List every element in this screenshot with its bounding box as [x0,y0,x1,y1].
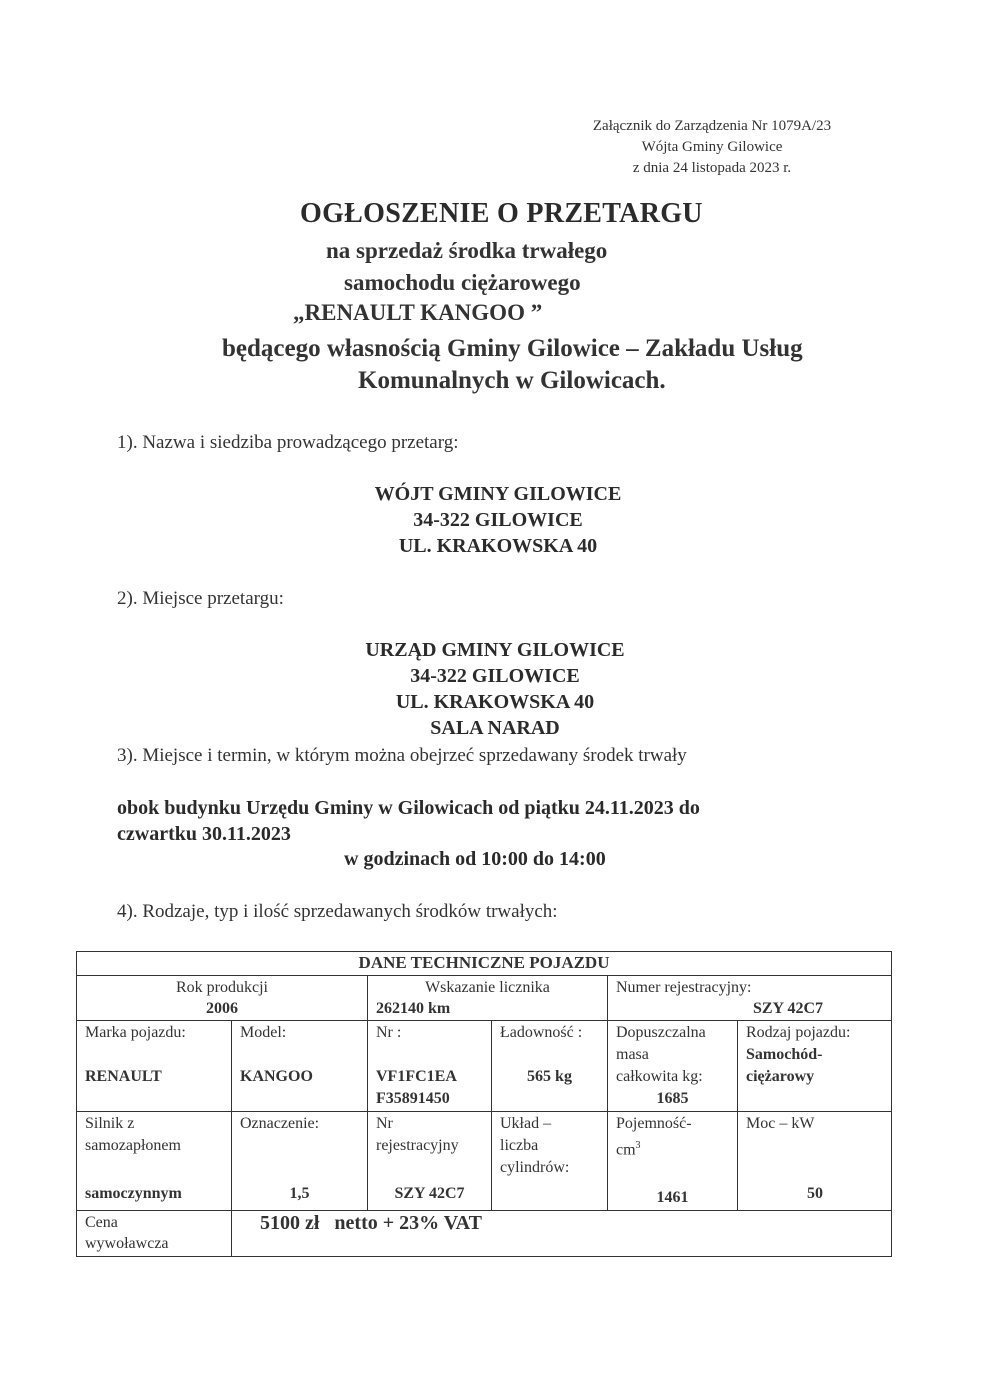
vin-value-1: VF1FC1EA [376,1068,457,1085]
vehicle-type-value-2: ciężarowy [746,1068,815,1085]
designation-value: 1,5 [289,1185,310,1202]
organizer-line: UL. KRAKOWSKA 40 [398,535,598,557]
make-label: Marka pojazdu: [85,1024,186,1041]
payload-value: 565 kg [527,1068,572,1085]
model-label: Model: [240,1024,287,1041]
displacement-label: Pojemność- [616,1115,692,1132]
annex-line-3: z dnia 24 listopada 2023 r. [632,160,792,176]
vehicle-type-label: Rodzaj pojazdu: [746,1024,851,1041]
engine-value: samoczynnym [85,1185,182,1202]
location-line: URZĄD GMINY GILOWICE [365,639,625,661]
gross-weight-label-1: Dopuszczalna [616,1024,706,1041]
vehicle-technical-data-table [76,951,892,1257]
gross-weight-value: 1685 [656,1090,689,1107]
designation-cell [232,1112,368,1211]
power-value: 50 [807,1185,824,1202]
make-value: RENAULT [85,1068,162,1085]
viewing-place-line-1: obok budynku Urzędu Gminy w Gilowicach od piątku 24.11.2023 do [117,797,700,819]
location-line: 34-322 GILOWICE [410,665,580,687]
year-cell [77,976,368,1021]
organizer-address [318,481,678,559]
registration-label: Numer rejestracyjny: [616,979,752,996]
payload-label: Ładowność : [500,1024,583,1041]
tender-location [310,637,680,741]
viewing-hours: w godzinach od 10:00 do 14:00 [344,848,606,870]
vin-cell [368,1021,492,1112]
vin-value-2: F35891450 [376,1090,450,1107]
designation-label: Oznaczenie: [240,1115,320,1132]
cylinders-label-1: Układ – [500,1115,552,1132]
registration-number-label-2: rejestracyjny [376,1137,459,1154]
engine-cell [77,1112,232,1211]
registration-number-value: SZY 42C7 [394,1185,465,1202]
section-4-label: 4). Rodzaje, typ i ilość sprzedawanych środków trwałych: [117,901,558,922]
starting-price: 5100 zł netto + 23% VAT [232,1211,892,1257]
cylinders-label-2: liczba [500,1137,539,1154]
organizer-line: 34-322 GILOWICE [413,509,583,531]
section-1-label: 1). Nazwa i siedziba prowadzącego przetarg: [117,432,459,453]
engine-label-1: Silnik z [85,1115,135,1132]
subtitle-line-2: samochodu ciężarowego [344,270,581,295]
annex-line-2: Wójta Gminy Gilowice [641,139,783,155]
registration-value: SZY 42C7 [752,1000,824,1017]
price-label-2: wywoławcza [85,1235,169,1253]
model-value: KANGOO [240,1068,313,1085]
year-label: Rok produkcji [176,979,268,996]
section-3-label: 3). Miejsce i termin, w którym można obejrzeć sprzedawany środek trwały [117,745,687,766]
gross-weight-cell [608,1021,738,1112]
subtitle-line-4: będącego własnością Gminy Gilowice – Zakładu Usług [222,335,803,362]
vin-label: Nr : [376,1024,402,1041]
engine-label-2: samozapłonem [85,1137,181,1154]
table-title: DANE TECHNICZNE POJAZDU [77,952,892,976]
gross-weight-label-3: całkowita kg: [616,1068,703,1085]
subtitle-vehicle-name: „RENAULT KANGOO ” [293,300,543,325]
subtitle-line-5: Komunalnych w Gilowicach. [358,367,666,394]
displacement-cell [608,1112,738,1211]
gross-weight-label-2: masa [616,1046,649,1063]
registration-number-cell [368,1112,492,1211]
power-label: Moc – kW [746,1115,815,1132]
cylinders-cell [492,1112,608,1211]
price-label-1: Cena [85,1214,118,1232]
make-cell [77,1021,232,1112]
annex-line-1: Załącznik do Zarządzenia Nr 1079A/23 [592,118,832,134]
odometer-label: Wskazanie licznika [425,979,550,996]
power-cell [738,1112,892,1211]
registration-cell [608,976,892,1021]
payload-cell [492,1021,608,1112]
vehicle-type-cell [738,1021,892,1112]
annex-header [552,116,872,179]
odometer-cell [368,976,608,1021]
registration-number-label-1: Nr [376,1115,393,1132]
viewing-place-line-2: czwartku 30.11.2023 [117,823,291,845]
displacement-value: 1461 [656,1189,689,1207]
section-2-label: 2). Miejsce przetargu: [117,588,284,609]
model-cell [232,1021,368,1112]
organizer-line: WÓJT GMINY GILOWICE [374,483,622,505]
displacement-unit: $cm^3$ [616,1140,641,1159]
odometer-value: 262140 km [376,1000,451,1017]
year-value: 2006 [206,1000,238,1017]
location-line: SALA NARAD [430,717,560,739]
cylinders-label-3: cylindrów: [500,1159,570,1176]
document-title: OGŁOSZENIE O PRZETARGU [300,198,703,229]
vehicle-type-value-1: Samochód- [746,1046,823,1063]
subtitle-line-1: na sprzedaż środka trwałego [326,238,608,263]
price-label-cell [77,1211,232,1257]
location-line: UL. KRAKOWSKA 40 [395,691,595,713]
